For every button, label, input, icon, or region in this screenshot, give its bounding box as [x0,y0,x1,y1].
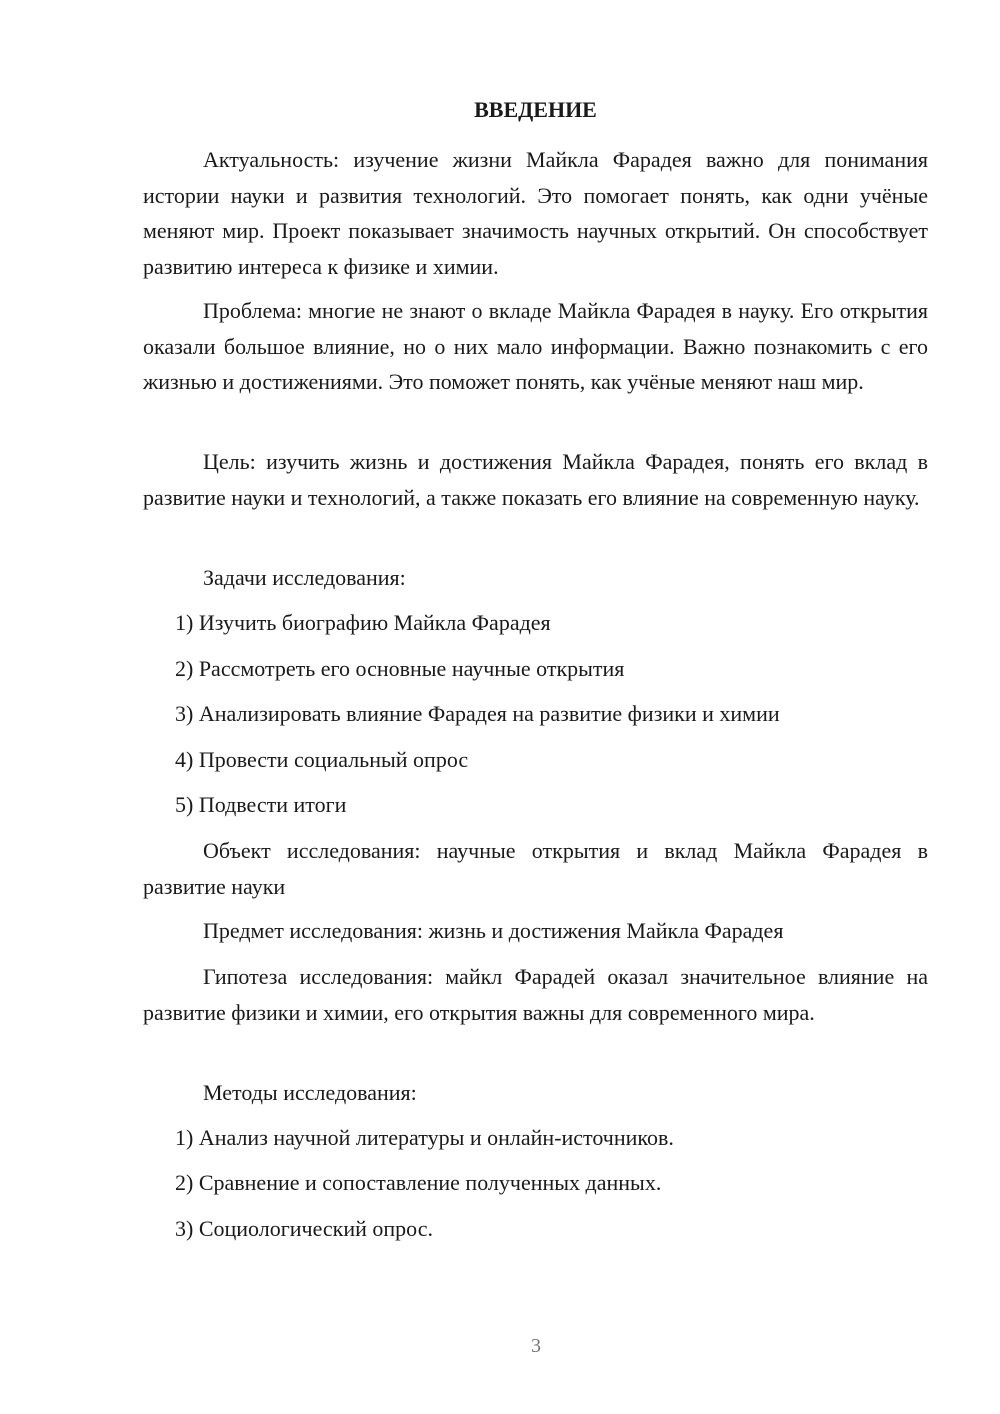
object-paragraph: Объект исследования: научные открытия и вклад Майкла Фарадея в развитие науки [143,838,928,899]
task-item: 1) Изучить биографию Майкла Фарадея [175,610,551,635]
relevance-paragraph: Актуальность: изучение жизни Майкла Фарадея важно для понимания истории науки и развития технологий. Это помогает понять, как одни учёные меняют мир. Проект показывает значимость научных открытий. Он способствует развитию интереса к физике и химии. [143,147,928,279]
task-item: 5) Подвести итоги [175,792,347,817]
task-item: 3) Анализировать влияние Фарадея на развитие физики и химии [175,701,780,726]
methods-heading: Методы исследования: [203,1080,417,1105]
hypothesis-paragraph: Гипотеза исследования: майкл Фарадей оказал значительное влияние на развитие физики и химии, его открытия важны для современного мира. [143,964,928,1025]
page-number: 3 [531,1335,541,1357]
subject-paragraph: Предмет исследования: жизнь и достижения Майкла Фарадея [203,918,784,943]
method-item: 1) Анализ научной литературы и онлайн-источников. [175,1125,674,1150]
tasks-heading: Задачи исследования: [203,565,406,590]
task-item: 4) Провести социальный опрос [175,747,469,772]
page-title: ВВЕДЕНИЕ [474,97,597,122]
problem-paragraph: Проблема: многие не знают о вкладе Майкла Фарадея в науку. Его открытия оказали большое влияние, но о них мало информации. Важно познакомить с его жизнью и достижениями. Это поможет понять, как учёные меняют наш мир. [143,298,928,394]
goal-paragraph: Цель: изучить жизнь и достижения Майкла Фарадея, понять его вклад в развитие науки и технологий, а также показать его влияние на современную науку. [143,449,928,510]
method-item: 3) Социологический опрос. [175,1216,433,1241]
method-item: 2) Сравнение и сопоставление полученных данных. [175,1170,662,1195]
task-item: 2) Рассмотреть его основные научные открытия [175,656,625,681]
